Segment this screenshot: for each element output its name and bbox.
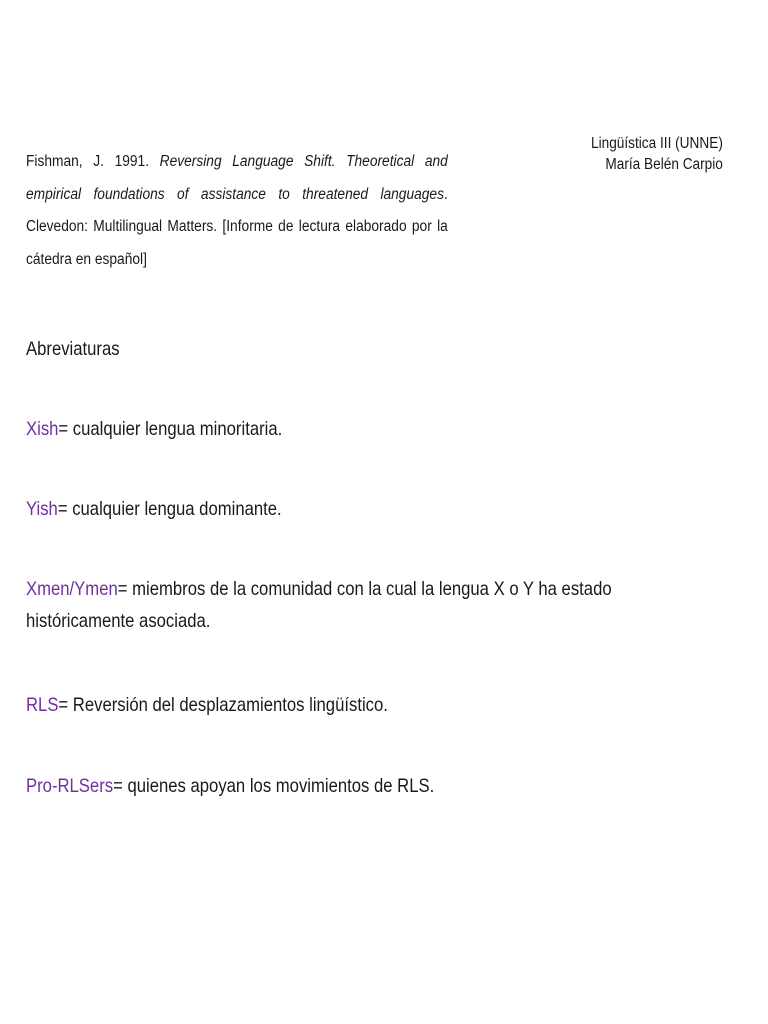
abbreviation-definition: = Reversión del desplazamientos lingüístico. bbox=[58, 694, 388, 716]
abbreviation-term: Yish bbox=[26, 498, 58, 520]
abbreviation-entry-xish bbox=[26, 413, 282, 445]
abbreviation-term: Xmen/Ymen bbox=[26, 578, 118, 600]
document-header bbox=[591, 133, 723, 175]
author-name: María Belén Carpio bbox=[605, 156, 723, 173]
abbreviations-section bbox=[26, 333, 710, 797]
abbreviation-definition: = cualquier lengua dominante. bbox=[57, 498, 282, 520]
abbreviation-entry-pro-rlsers bbox=[26, 770, 434, 802]
abbreviation-entry-rls bbox=[26, 689, 388, 721]
abbreviation-entry-yish bbox=[26, 493, 282, 525]
course-name: Lingüística III (UNNE) bbox=[591, 135, 723, 152]
citation-author-year: Fishman, J. 1991. bbox=[26, 153, 160, 170]
bibliographic-citation bbox=[26, 146, 448, 276]
abbreviation-entry-xmen-ymen bbox=[26, 573, 710, 637]
abbreviation-definition: = cualquier lengua minoritaria. bbox=[58, 418, 283, 440]
abbreviations-heading: Abreviaturas bbox=[26, 338, 120, 360]
abbreviation-term: Xish bbox=[26, 418, 59, 440]
abbreviation-definition: = miembros de la comunidad con la cual la lengua X o Y ha estado históricamente asociada. bbox=[26, 578, 612, 632]
abbreviation-definition: = quienes apoyan los movimientos de RLS. bbox=[113, 775, 435, 797]
citation-publisher-note: . Clevedon: Multilingual Matters. [Informe de lectura elaborado por la cátedra en español] bbox=[26, 185, 448, 268]
citation-title: Reversing Language Shift. Theoretical and empirical foundations of assistance to threatened languages bbox=[26, 153, 448, 203]
abbreviation-term: Pro-RLSers bbox=[26, 775, 114, 797]
abbreviation-term: RLS bbox=[26, 694, 59, 716]
